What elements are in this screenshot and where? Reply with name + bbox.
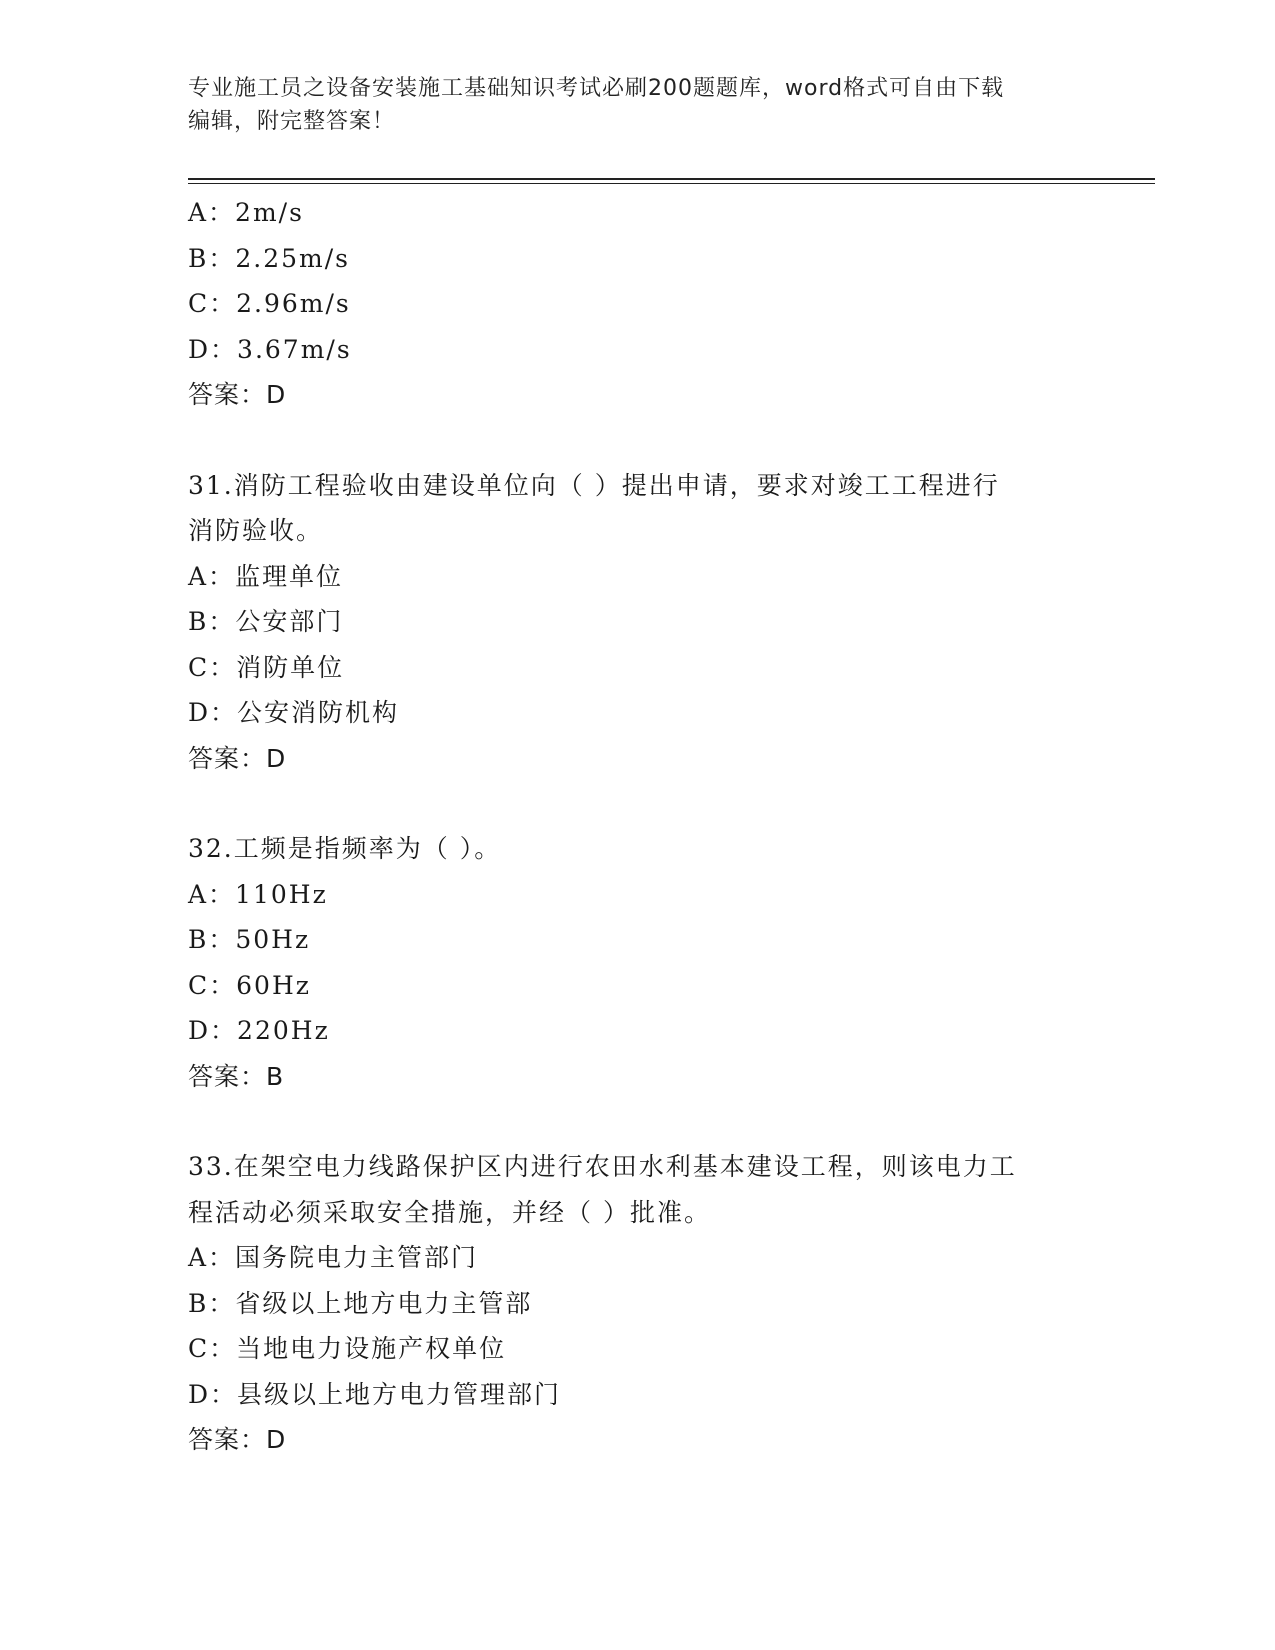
option-d: D：县级以上地方电力管理部门	[188, 1379, 562, 1409]
question-block-30	[188, 190, 1088, 418]
option-a: A：2m/s	[188, 198, 304, 227]
question-block-32	[188, 826, 1088, 1099]
option-a: A：监理单位	[188, 561, 344, 591]
spacer	[188, 418, 1088, 463]
spacer	[188, 781, 1088, 826]
option-d: D：3.67m/s	[188, 334, 352, 364]
question-text: 31.消防工程验收由建设单位向（ ）提出申请，要求对竣工工程进行	[188, 470, 1000, 500]
header-divider-thin	[188, 183, 1155, 184]
header-line-1: 专业施工员之设备安装施工基础知识考试必刷200题题库，word格式可自由下载	[188, 76, 1005, 101]
question-text: 33.在架空电力线路保护区内进行农田水利基本建设工程，则该电力工	[188, 1152, 1017, 1181]
option-c: C：60Hz	[188, 970, 311, 1000]
question-list	[188, 190, 1088, 1463]
option-c: C：消防单位	[188, 652, 345, 682]
option-c: C：当地电力设施产权单位	[188, 1334, 507, 1363]
answer-line: 答案：D	[188, 1425, 287, 1454]
header-line-2: 编辑，附完整答案！	[188, 109, 396, 134]
option-a: A：国务院电力主管部门	[188, 1243, 479, 1272]
page-header	[188, 72, 1088, 138]
answer-line: 答案：D	[188, 380, 287, 409]
option-b: B：2.25m/s	[188, 243, 350, 273]
spacer	[188, 1099, 1088, 1144]
option-b: B：50Hz	[188, 925, 311, 954]
option-b: B：省级以上地方电力主管部	[188, 1288, 533, 1318]
question-block-31	[188, 463, 1088, 782]
option-d: D：公安消防机构	[188, 698, 400, 727]
question-text: 消防验收。	[188, 516, 324, 545]
question-text: 程活动必须采取安全措施，并经（ ）批准。	[188, 1197, 711, 1227]
question-text: 32.工频是指频率为（ ）。	[188, 834, 502, 863]
header-divider-thick	[188, 178, 1155, 180]
question-block-33	[188, 1144, 1088, 1463]
answer-line: 答案：D	[188, 743, 287, 773]
answer-line: 答案：B	[188, 1061, 285, 1091]
option-a: A：110Hz	[188, 879, 328, 909]
option-d: D：220Hz	[188, 1016, 330, 1045]
option-b: B：公安部门	[188, 607, 344, 636]
option-c: C：2.96m/s	[188, 289, 351, 318]
